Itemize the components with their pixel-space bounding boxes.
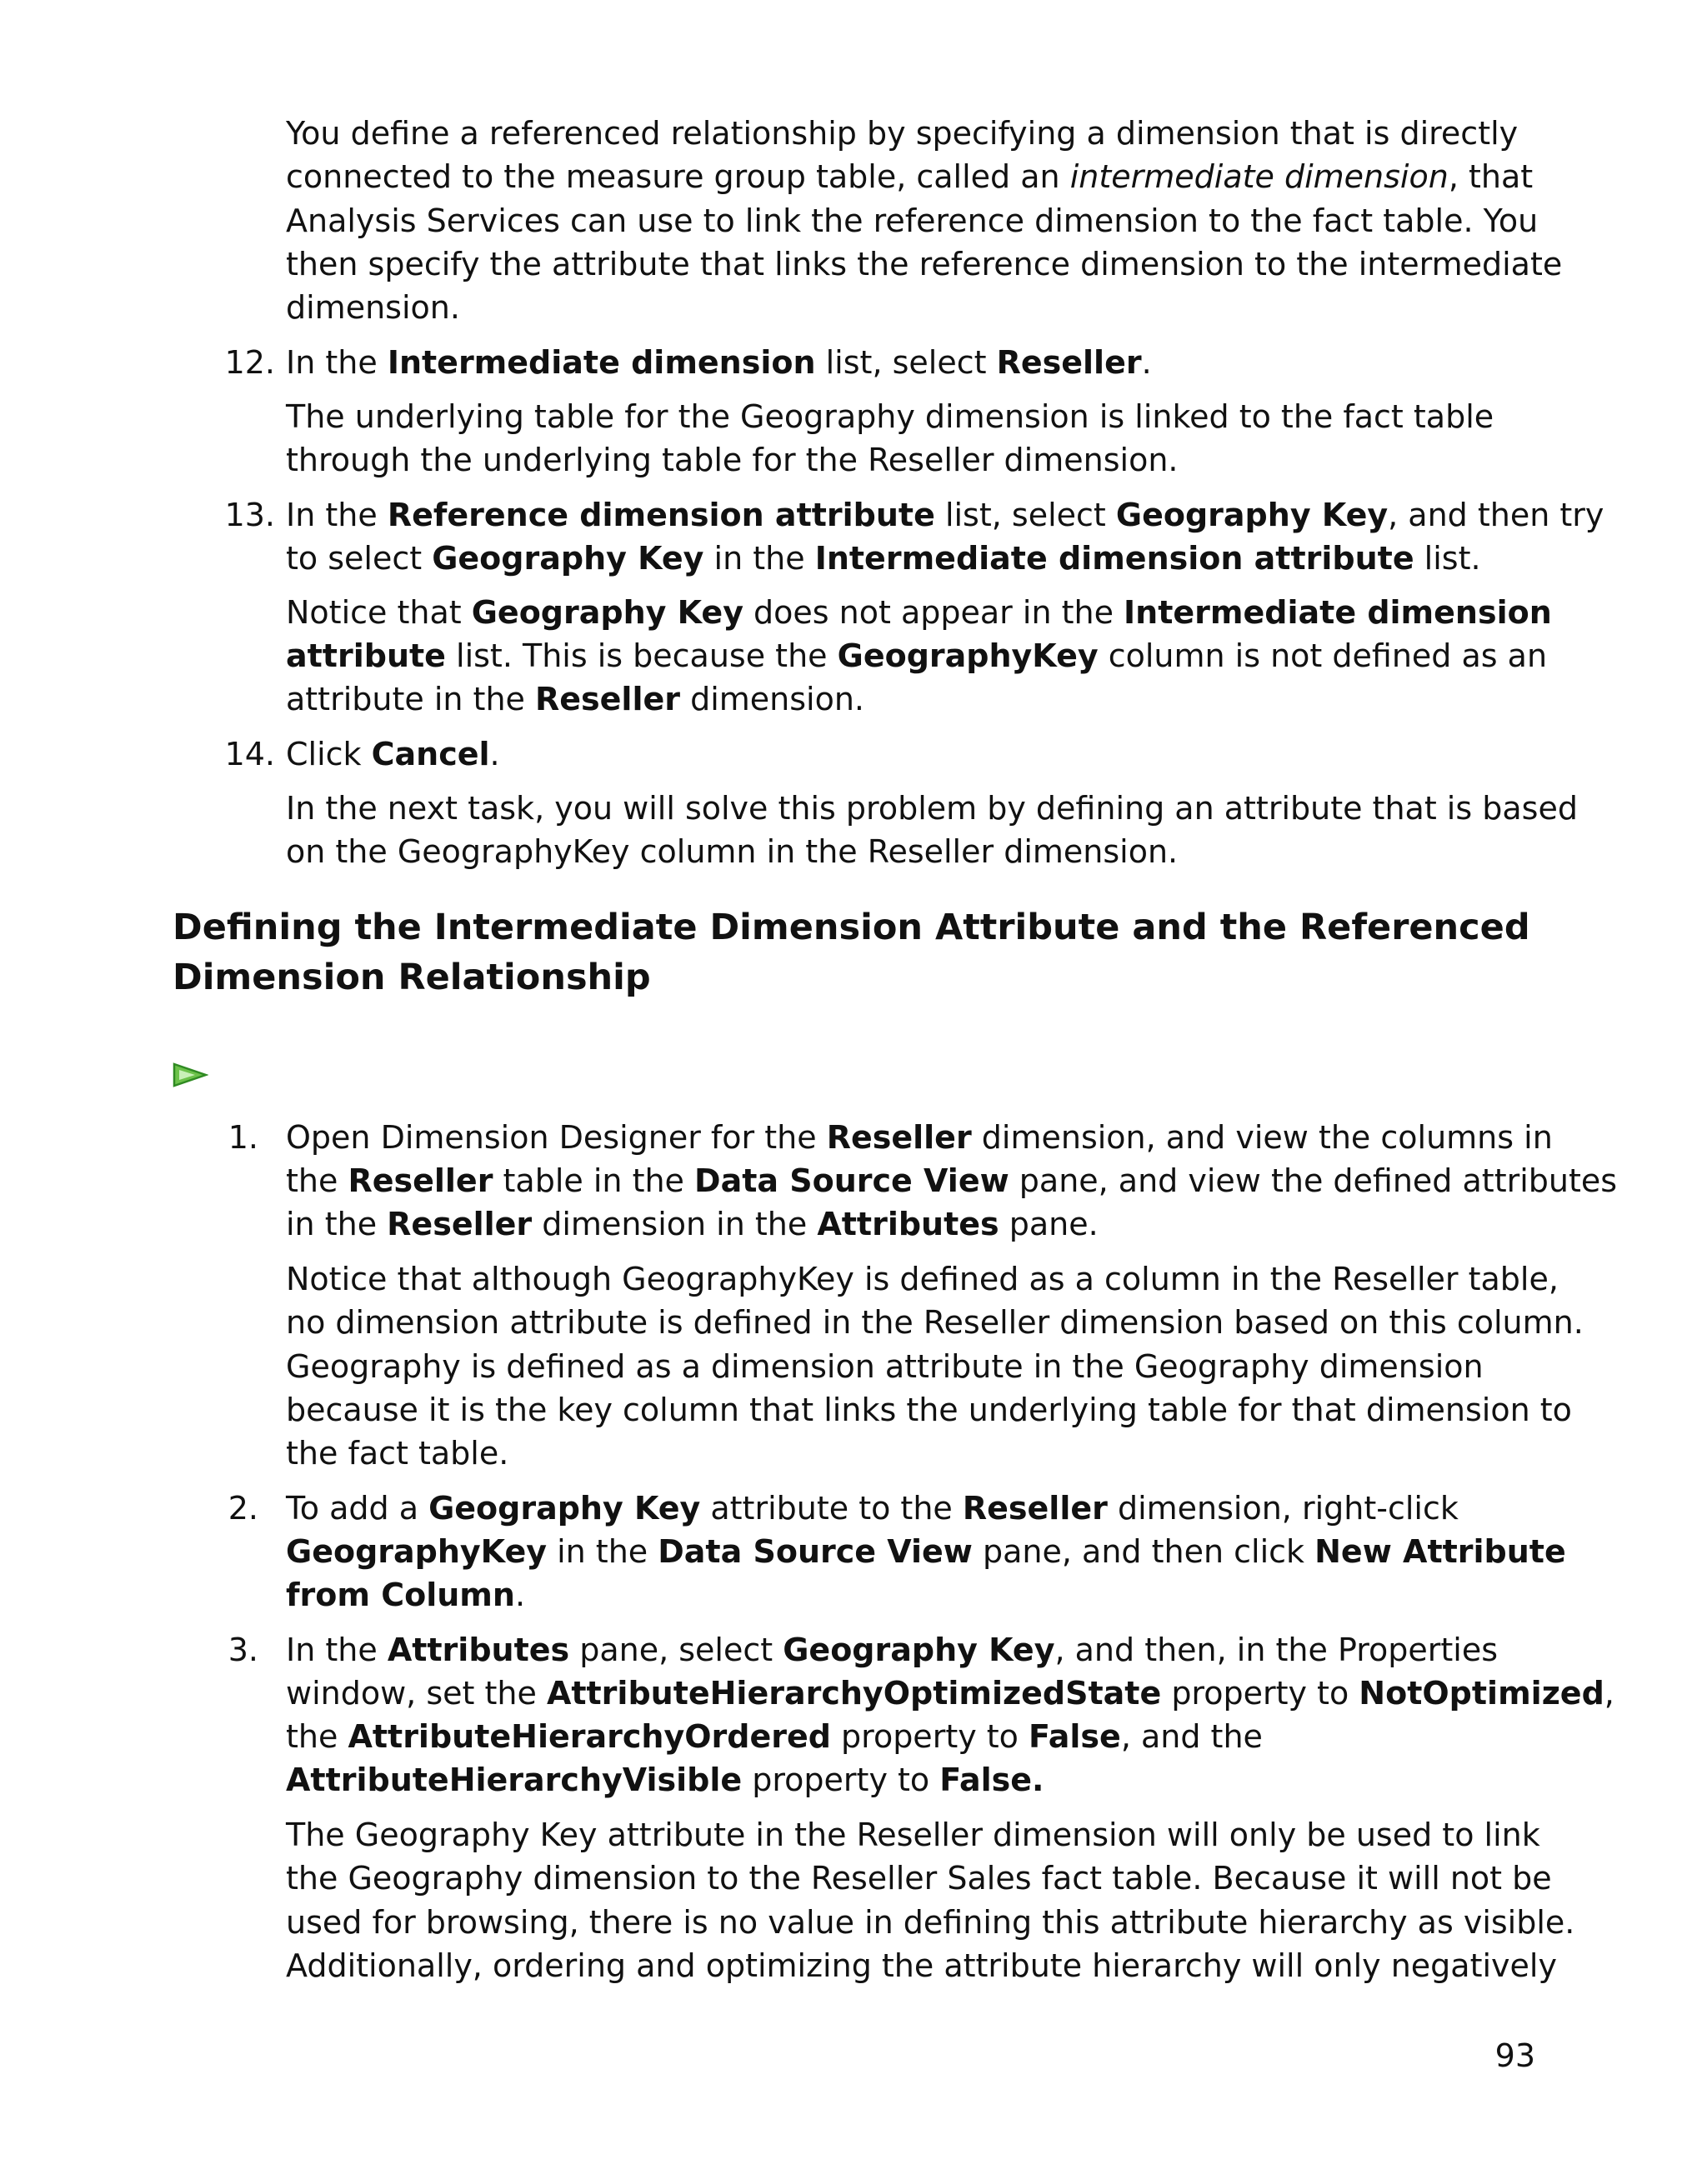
text-line: In the next task, you will solve this problem by defining an attribute that is based	[286, 790, 1578, 827]
text-line: The Geography Key attribute in the Reseller dimension will only be used to link	[286, 1817, 1540, 1853]
text-line: then specify the attribute that links the reference dimension to the intermediate	[286, 246, 1563, 282]
text-line: dimension.	[286, 289, 460, 326]
text-line: on the GeographyKey column in the Reseller dimension.	[286, 833, 1179, 870]
text-line: from Column.	[286, 1577, 526, 1613]
text-line: Analysis Services can use to link the reference dimension to the fact table. You	[286, 202, 1539, 239]
text-line: In the Attributes pane, select Geography Key, and then, in the Properties	[286, 1632, 1499, 1668]
text-line: the AttributeHierarchyOrdered property to False, and the	[286, 1718, 1263, 1755]
text-line: To add a Geography Key attribute to the Reseller dimension, right-click	[286, 1490, 1459, 1527]
text-line: Open Dimension Designer for the Reseller dimension, and view the columns in	[286, 1119, 1553, 1156]
text-line: Notice that Geography Key does not appear in the Intermediate dimension	[286, 594, 1552, 631]
text-line: AttributeHierarchyVisible property to False.	[286, 1762, 1044, 1798]
list-number: 14.	[224, 736, 275, 772]
text-line: because it is the key column that links the underlying table for that dimension to	[286, 1392, 1572, 1428]
text-line: Notice that although GeographyKey is defined as a column in the Reseller table,	[286, 1261, 1559, 1297]
text-line: to select Geography Key in the Intermediate dimension attribute list.	[286, 540, 1481, 577]
text-line: through the underlying table for the Reseller dimension.	[286, 442, 1179, 478]
text-line: connected to the measure group table, called an intermediate dimension, that	[286, 158, 1534, 195]
text-line: used for browsing, there is no value in defining this attribute hierarchy as visible.	[286, 1904, 1575, 1941]
text-line: In the Reference dimension attribute list, select Geography Key, and then try	[286, 497, 1604, 533]
text-line: no dimension attribute is defined in the Reseller dimension based on this column.	[286, 1304, 1584, 1341]
step-text: In the Intermediate dimension list, select Reseller.	[286, 344, 1152, 381]
page-number: 93	[1494, 2037, 1535, 2074]
text-line: You define a referenced relationship by specifying a dimension that is directly	[286, 115, 1519, 152]
text-line: Geography is defined as a dimension attribute in the Geography dimension	[286, 1348, 1484, 1385]
text-line: in the Reseller dimension in the Attributes pane.	[286, 1206, 1099, 1242]
step-text: Click Cancel.	[286, 736, 500, 772]
text-line: attribute in the Reseller dimension.	[286, 681, 865, 717]
text-line: Additionally, ordering and optimizing the attribute hierarchy will only negatively	[286, 1947, 1557, 1984]
text-line: attribute list. This is because the GeographyKey column is not defined as an	[286, 637, 1548, 674]
list-number: 12.	[224, 344, 275, 381]
list-number: 3.	[228, 1632, 258, 1668]
text-line: The underlying table for the Geography dimension is linked to the fact table	[286, 398, 1494, 435]
text-line: window, set the AttributeHierarchyOptimizedState property to NotOptimized,	[286, 1675, 1614, 1712]
list-number: 2.	[228, 1490, 258, 1527]
green-arrow-icon	[172, 1062, 208, 1087]
heading-line: Dimension Relationship	[173, 957, 651, 998]
list-number: 1.	[228, 1119, 258, 1156]
text-line: GeographyKey in the Data Source View pane, and then click New Attribute	[286, 1533, 1566, 1570]
list-number: 13.	[224, 497, 275, 533]
text-line: the Reseller table in the Data Source View pane, and view the defined attributes	[286, 1162, 1618, 1199]
text-line: the fact table.	[286, 1435, 509, 1472]
heading-line: Defining the Intermediate Dimension Attribute and the Referenced	[173, 907, 1530, 948]
text-line: the Geography dimension to the Reseller Sales fact table. Because it will not be	[286, 1860, 1552, 1897]
